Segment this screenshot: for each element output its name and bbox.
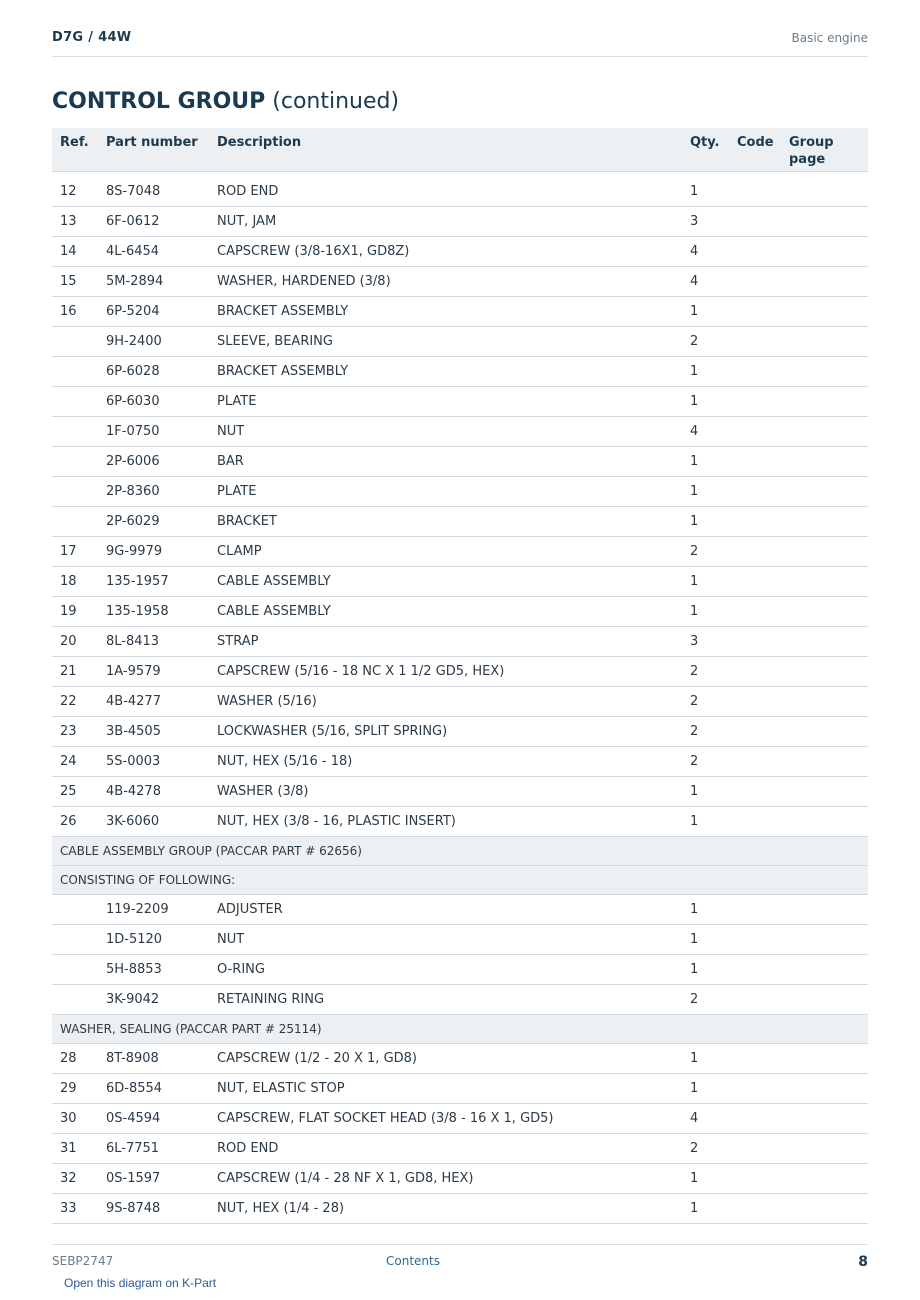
group-page-cell <box>781 806 868 836</box>
table-row <box>52 1073 868 1103</box>
table-row <box>52 686 868 716</box>
qty-cell: 1 <box>682 894 729 924</box>
part-number-cell: 6P-5204 <box>98 296 209 326</box>
part-number-cell: 5M-2894 <box>98 266 209 296</box>
description-cell: WASHER, HARDENED (3/8) <box>209 266 682 296</box>
code-cell <box>729 236 781 266</box>
code-cell <box>729 446 781 476</box>
col-header-group-page: Group page <box>781 128 868 171</box>
description-cell: CLAMP <box>209 536 682 566</box>
note-cell: CONSISTING OF FOLLOWING: <box>52 865 868 894</box>
table-note-row <box>52 836 868 865</box>
description-cell: WASHER (3/8) <box>209 776 682 806</box>
qty-label: Qty. <box>690 135 720 150</box>
qty-cell: 1 <box>682 924 729 954</box>
group-page-cell <box>781 236 868 266</box>
ref-cell: 20 <box>52 626 98 656</box>
table-row <box>52 984 868 1014</box>
qty-cell: 1 <box>682 356 729 386</box>
table-row <box>52 626 868 656</box>
qty-cell: 4 <box>682 236 729 266</box>
qty-cell: 3 <box>682 206 729 236</box>
title-suffix: (continued) <box>265 89 400 114</box>
group-page-cell <box>781 716 868 746</box>
col-header-part-number: Part number <box>98 128 209 171</box>
group-page-cell <box>781 206 868 236</box>
description-cell: NUT, HEX (3/8 - 16, PLASTIC INSERT) <box>209 806 682 836</box>
ref-cell: 21 <box>52 656 98 686</box>
code-cell <box>729 1103 781 1133</box>
ref-cell: 31 <box>52 1133 98 1163</box>
code-cell <box>729 1043 781 1073</box>
description-cell: ADJUSTER <box>209 894 682 924</box>
note-cell: WASHER, SEALING (PACCAR PART # 25114) <box>52 1014 868 1043</box>
table-row <box>52 536 868 566</box>
qty-cell: 4 <box>682 266 729 296</box>
table-row <box>52 356 868 386</box>
qty-cell: 4 <box>682 416 729 446</box>
qty-cell: 2 <box>682 326 729 356</box>
table-row <box>52 1163 868 1193</box>
part-number-cell: 3K-9042 <box>98 984 209 1014</box>
group-page-cell <box>781 954 868 984</box>
code-cell <box>729 177 781 207</box>
ref-cell: 28 <box>52 1043 98 1073</box>
description-cell: NUT <box>209 924 682 954</box>
description-cell: NUT, ELASTIC STOP <box>209 1073 682 1103</box>
group-page-cell <box>781 446 868 476</box>
part-number-cell: 8T-8908 <box>98 1043 209 1073</box>
ref-cell: 14 <box>52 236 98 266</box>
part-number-cell: 8S-7048 <box>98 177 209 207</box>
part-number-cell: 2P-6029 <box>98 506 209 536</box>
qty-cell: 2 <box>682 686 729 716</box>
group-page-cell <box>781 686 868 716</box>
ref-cell: 30 <box>52 1103 98 1133</box>
ref-cell <box>52 954 98 984</box>
col-header-description: Description <box>209 128 682 171</box>
code-cell <box>729 476 781 506</box>
ref-cell <box>52 356 98 386</box>
description-cell: CAPSCREW (3/8-16X1, GD8Z) <box>209 236 682 266</box>
code-cell <box>729 566 781 596</box>
description-cell: CABLE ASSEMBLY <box>209 566 682 596</box>
code-cell <box>729 506 781 536</box>
description-cell: BRACKET <box>209 506 682 536</box>
code-cell <box>729 356 781 386</box>
code-cell <box>729 656 781 686</box>
ref-cell: 19 <box>52 596 98 626</box>
group-page-cell <box>781 894 868 924</box>
document-id: SEBP2747 <box>52 1254 114 1268</box>
part-number-cell: 6P-6028 <box>98 356 209 386</box>
code-cell <box>729 924 781 954</box>
qty-cell: 1 <box>682 1193 729 1223</box>
qty-cell: 1 <box>682 1043 729 1073</box>
table-row <box>52 596 868 626</box>
group-page-cell <box>781 1103 868 1133</box>
code-cell <box>729 386 781 416</box>
group-page-cell <box>781 266 868 296</box>
qty-cell: 1 <box>682 506 729 536</box>
qty-cell: 2 <box>682 1133 729 1163</box>
ref-cell: 18 <box>52 566 98 596</box>
part-number-cell: 135-1958 <box>98 596 209 626</box>
part-number-cell: 8L-8413 <box>98 626 209 656</box>
ref-cell: 33 <box>52 1193 98 1223</box>
group-page-cell <box>781 386 868 416</box>
code-cell <box>729 596 781 626</box>
description-cell: CAPSCREW, FLAT SOCKET HEAD (3/8 - 16 X 1, GD5) <box>209 1103 682 1133</box>
code-cell <box>729 1163 781 1193</box>
group-page-cell <box>781 1163 868 1193</box>
table-row <box>52 266 868 296</box>
group-page-cell <box>781 656 868 686</box>
part-number-cell: 6F-0612 <box>98 206 209 236</box>
ref-cell: 29 <box>52 1073 98 1103</box>
part-number-cell: 5H-8853 <box>98 954 209 984</box>
group-page-cell <box>781 1193 868 1223</box>
part-number-cell: 1D-5120 <box>98 924 209 954</box>
group-page-cell <box>781 177 868 207</box>
table-row <box>52 776 868 806</box>
qty-cell: 2 <box>682 536 729 566</box>
group-page-cell <box>781 326 868 356</box>
part-number-cell: 2P-6006 <box>98 446 209 476</box>
ref-cell: 23 <box>52 716 98 746</box>
group-page-cell <box>781 356 868 386</box>
description-cell: LOCKWASHER (5/16, SPLIT SPRING) <box>209 716 682 746</box>
description-cell: NUT, JAM <box>209 206 682 236</box>
group-page-cell <box>781 566 868 596</box>
qty-cell: 2 <box>682 984 729 1014</box>
description-cell: CAPSCREW (1/4 - 28 NF X 1, GD8, HEX) <box>209 1163 682 1193</box>
open-kpart-link[interactable]: Open this diagram on K-Part <box>64 1276 217 1290</box>
table-row <box>52 1193 868 1223</box>
part-number-cell: 2P-8360 <box>98 476 209 506</box>
code-cell <box>729 716 781 746</box>
table-row <box>52 566 868 596</box>
code-cell <box>729 536 781 566</box>
qty-cell: 1 <box>682 1073 729 1103</box>
description-cell: ROD END <box>209 1133 682 1163</box>
part-number-cell: 9H-2400 <box>98 326 209 356</box>
model-label: D7G / 44W <box>52 30 132 45</box>
table-row <box>52 1043 868 1073</box>
qty-cell: 1 <box>682 806 729 836</box>
ref-cell <box>52 416 98 446</box>
part-number-cell: 9G-9979 <box>98 536 209 566</box>
qty-cell: 1 <box>682 296 729 326</box>
qty-cell: 4 <box>682 1103 729 1133</box>
description-cell: CABLE ASSEMBLY <box>209 596 682 626</box>
table-row <box>52 446 868 476</box>
part-number-cell: 6D-8554 <box>98 1073 209 1103</box>
ref-cell: 26 <box>52 806 98 836</box>
qty-cell: 1 <box>682 1163 729 1193</box>
note-cell: CABLE ASSEMBLY GROUP (PACCAR PART # 62656) <box>52 836 868 865</box>
ref-cell: 32 <box>52 1163 98 1193</box>
page-header <box>52 28 868 57</box>
contents-link[interactable]: Contents <box>386 1254 440 1268</box>
table-note-row <box>52 1014 868 1043</box>
description-cell: O-RING <box>209 954 682 984</box>
table-row <box>52 656 868 686</box>
col-header-code: Code <box>729 128 781 171</box>
code-cell <box>729 954 781 984</box>
group-page-cell <box>781 746 868 776</box>
part-number-cell: 5S-0003 <box>98 746 209 776</box>
part-number-cell: 0S-4594 <box>98 1103 209 1133</box>
group-title: CONTROL GROUP <box>52 89 266 114</box>
table-row <box>52 924 868 954</box>
part-number-cell: 4B-4278 <box>98 776 209 806</box>
page-title <box>52 89 399 114</box>
description-cell: PLATE <box>209 386 682 416</box>
ref-cell: 22 <box>52 686 98 716</box>
part-number-cell: 1A-9579 <box>98 656 209 686</box>
ref-cell: 24 <box>52 746 98 776</box>
group-page-cell <box>781 506 868 536</box>
ref-cell: 17 <box>52 536 98 566</box>
page-footer <box>52 1244 868 1275</box>
qty-cell: 2 <box>682 656 729 686</box>
code-cell <box>729 1133 781 1163</box>
description-cell: NUT, HEX (1/4 - 28) <box>209 1193 682 1223</box>
table-header-row <box>52 128 868 171</box>
code-cell <box>729 894 781 924</box>
ref-cell: 25 <box>52 776 98 806</box>
table-row <box>52 386 868 416</box>
ref-cell: 13 <box>52 206 98 236</box>
code-cell <box>729 1193 781 1223</box>
code-cell <box>729 326 781 356</box>
ref-cell: 12 <box>52 177 98 207</box>
ref-cell <box>52 476 98 506</box>
code-cell <box>729 206 781 236</box>
part-number-cell: 119-2209 <box>98 894 209 924</box>
qty-cell: 1 <box>682 776 729 806</box>
code-cell <box>729 416 781 446</box>
code-cell <box>729 1073 781 1103</box>
ref-cell <box>52 386 98 416</box>
description-cell: NUT, HEX (5/16 - 18) <box>209 746 682 776</box>
code-cell <box>729 686 781 716</box>
code-cell <box>729 984 781 1014</box>
col-header-ref: Ref. <box>52 128 98 171</box>
group-page-cell <box>781 1133 868 1163</box>
group-page-cell <box>781 984 868 1014</box>
table-row <box>52 206 868 236</box>
code-cell <box>729 296 781 326</box>
table-row <box>52 894 868 924</box>
section-label: Basic engine <box>791 31 868 45</box>
parts-table <box>52 128 868 1224</box>
ref-cell: 15 <box>52 266 98 296</box>
description-cell: ROD END <box>209 177 682 207</box>
table-note-row <box>52 865 868 894</box>
table-row <box>52 716 868 746</box>
qty-cell: 1 <box>682 596 729 626</box>
table-row <box>52 746 868 776</box>
description-cell: NUT <box>209 416 682 446</box>
group-page-cell <box>781 1073 868 1103</box>
ref-cell <box>52 984 98 1014</box>
table-row <box>52 236 868 266</box>
group-page-cell <box>781 626 868 656</box>
page-number: 8 <box>858 1254 868 1270</box>
table-row <box>52 954 868 984</box>
qty-cell: 1 <box>682 566 729 596</box>
table-row <box>52 476 868 506</box>
table-row <box>52 506 868 536</box>
ref-cell: 16 <box>52 296 98 326</box>
qty-cell: 1 <box>682 177 729 207</box>
group-page-cell <box>781 536 868 566</box>
group-page-cell <box>781 924 868 954</box>
part-number-cell: 9S-8748 <box>98 1193 209 1223</box>
description-cell: BRACKET ASSEMBLY <box>209 296 682 326</box>
qty-cell: 1 <box>682 446 729 476</box>
description-cell: PLATE <box>209 476 682 506</box>
ref-cell <box>52 506 98 536</box>
parts-table-body <box>52 171 868 1223</box>
description-cell: STRAP <box>209 626 682 656</box>
description-cell: CAPSCREW (1/2 - 20 X 1, GD8) <box>209 1043 682 1073</box>
part-number-cell: 135-1957 <box>98 566 209 596</box>
description-cell: SLEEVE, BEARING <box>209 326 682 356</box>
description-cell: CAPSCREW (5/16 - 18 NC X 1 1/2 GD5, HEX) <box>209 656 682 686</box>
description-cell: BAR <box>209 446 682 476</box>
qty-cell: 1 <box>682 476 729 506</box>
group-page-cell <box>781 1043 868 1073</box>
table-row <box>52 416 868 446</box>
part-number-cell: 3K-6060 <box>98 806 209 836</box>
code-cell <box>729 806 781 836</box>
part-number-cell: 6L-7751 <box>98 1133 209 1163</box>
description-cell: RETAINING RING <box>209 984 682 1014</box>
part-number-cell: 4L-6454 <box>98 236 209 266</box>
table-row <box>52 1103 868 1133</box>
part-number-cell: 4B-4277 <box>98 686 209 716</box>
ref-cell <box>52 326 98 356</box>
ref-cell <box>52 924 98 954</box>
description-cell: WASHER (5/16) <box>209 686 682 716</box>
part-number-cell: 6P-6030 <box>98 386 209 416</box>
part-number-cell: 0S-1597 <box>98 1163 209 1193</box>
description-cell: BRACKET ASSEMBLY <box>209 356 682 386</box>
code-cell <box>729 266 781 296</box>
group-page-cell <box>781 296 868 326</box>
table-row <box>52 326 868 356</box>
group-page-cell <box>781 776 868 806</box>
ref-cell <box>52 894 98 924</box>
ref-cell <box>52 446 98 476</box>
group-page-cell <box>781 596 868 626</box>
qty-cell: 2 <box>682 716 729 746</box>
col-header-qty <box>682 128 729 171</box>
part-number-cell: 3B-4505 <box>98 716 209 746</box>
qty-cell: 3 <box>682 626 729 656</box>
table-row <box>52 296 868 326</box>
qty-cell: 2 <box>682 746 729 776</box>
code-cell <box>729 746 781 776</box>
table-row <box>52 177 868 207</box>
code-cell <box>729 776 781 806</box>
code-cell <box>729 626 781 656</box>
table-row <box>52 806 868 836</box>
qty-cell: 1 <box>682 954 729 984</box>
group-page-cell <box>781 416 868 446</box>
part-number-cell: 1F-0750 <box>98 416 209 446</box>
qty-cell: 1 <box>682 386 729 416</box>
group-page-cell <box>781 476 868 506</box>
table-row <box>52 1133 868 1163</box>
